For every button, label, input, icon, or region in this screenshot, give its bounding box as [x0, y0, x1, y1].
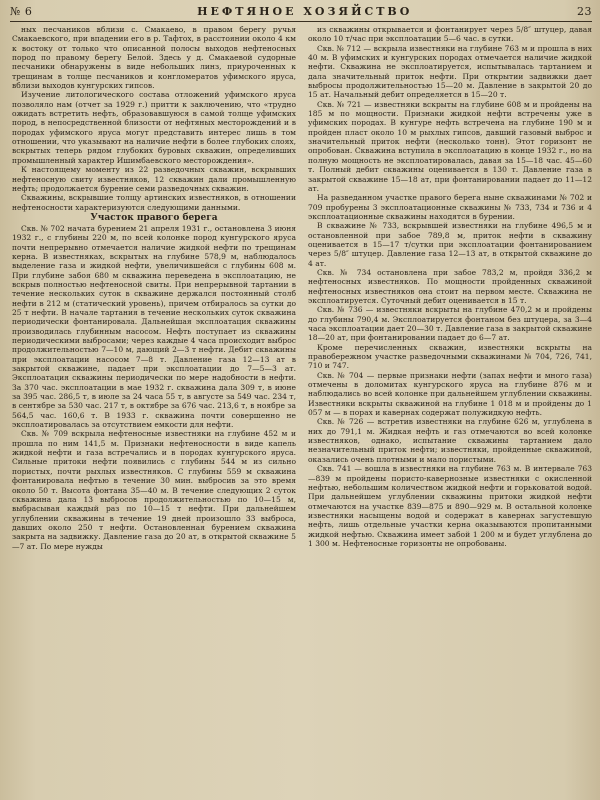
- right-column: [308, 25, 592, 796]
- paragraph: К настоящему моменту из 22 разведочных скважин, вскрывших нефтеносную свиту известняков, 12 скважин дали промышленную нефть; продолжается бурение семи разведочных скважин.: [12, 165, 296, 193]
- paragraph: Скв. № 704 — первые признаки нефти (запах нефти и много газа) отмечены в доломитах кунгурского яруса на глубине 876 м и наблюдались во всей колонке при дальнейшем углублении скважины. Известняки вскрыты скважиной на глубине 1 018 м и пройдены до 1 057 м — в порах и кавернах содержат полужидкую нефть.: [308, 370, 592, 418]
- section-heading: Участок правого берега: [90, 212, 218, 223]
- left-column: [12, 25, 296, 796]
- paragraph: Скв. № 726 — встретив известняки на глубине 626 м, углублена в них до 791,1 м. Жидкая нефть и газ отмечаются во всей колонке известняков, однако, испытание скважины тартанием дало незначительный приток нефти; известняки, пройденные скважиной, оказались очень плотными и мало пористыми.: [308, 417, 592, 464]
- paragraph: Скв. № 736 — известняки вскрыты на глубине 470,2 м и пройдены до глубины 790,4 м. Эксплоатируется фонтаном без штуцера, за 3—4 часа эксплоатации дает 20—30 т. Давление газа в закрытой скважине 18—20 ат, при фонтанировании падает до 6—7 ат.: [308, 305, 592, 343]
- paragraph: Кроме перечисленных скважин, известняки вскрыты на правобережном участке разведочными скважинами № 704, 726, 741, 710 и 747.: [308, 342, 592, 371]
- paragraph: На разведанном участке правого берега ныне скважинами № 702 и 709 пробурены 3 эксплоатационные скважины № 733, 734 и 736 и 4 эксплоатационные скважины находятся в бурении.: [308, 193, 592, 221]
- paragraph: Скв. № 702 начата бурением 21 апреля 1931 г., остановлена 3 июня 1932 г., с глубины 220 м, по всей колонке пород кунгурского яруса почти непрерывно отмечается наличие жидкой нефти по трещинам керна. В известняках, вскрытых на глубине 578,9 м, наблюдалось выделение газа и жидкой нефти, увеличившейся с глубины 608 м. При глубине забоя 680 м скважина переведена в эксплоатацию, не вскрыв полностью нефтеносной свиты. При непрерывной тартании в течение нескольких суток в скважине держался постоянный столб нефти в 212 м (статический уровень), причем отбиралось за сутки до 25 т нефти. В начале тартания в течение нескольких суток скважина периодически фонтанировала. Дальнейшая эксплоатация скважины производилась глубинным насосом. Нефть поступает из скважины периодическими выбросами; через каждые 4 часа происходит выброс продолжительностью 7—10 м, дающий 2—3 т нефти. Дебит скважины при эксплоатации насосом 7—8 т. Давление газа 12—13 ат в закрытой скважине, падает при эксплоатации до 7—5—3 ат. Эксплоатация скважины периодически по мере надобности в нефти. За 370 час. эксплоатации в мае 1932 г. скважина дала 309 т, в июне за 395 час. 286,5 т, в июле за 24 часа 55 т, в августе за 549 час. 234 т, в сентябре за 530 час. 217 т, в октябре за 676 час. 213,6 т, в ноябре за 564,5 час. 160,6 т. В 1933 г. скважина почти совершенно не эксплоатировалась за отсутствием емкости для нефти.: [12, 223, 296, 430]
- paragraph: В скважине № 733, вскрывшей известняки на глубине 496,5 м и остановленной при забое 789,8 м, приток нефти в скважину оценивается в 15—17 т/сутки при эксплоатации фонтанированием через 5/8″ штуцер. Давление газа 12—13 ат, в открытой скважине до 4 ат.: [308, 221, 592, 268]
- page-header: [10, 2, 592, 20]
- paragraph: Скв. 741 — вошла в известняки на глубине 763 м. В интервале 763—839 м пройдены пористо-кавернозные известняки с окисленной нефтью, небольшим количеством жидкой нефти и горьковатой водой. При дальнейшем углублении скважины притоки жидкой нефти отмечаются на участке 839—875 и 890—929 м. В остальной колонке известняки насыщены водой и содержат в кавернах загустевшую нефть, лишь отдельные участки керна оказываются пропитанными жидкой нефтью. Скважина имеет забой 1 200 м и будет углублена до 1 300 м. Нефтеносные горизонты не опробованы.: [308, 464, 592, 548]
- paragraph: Скв. № 709 вскрыла нефтеносные известняки на глубине 452 м и прошла по ним 141,5 м. Признаки нефтеносности в виде капель жидкой нефти и газа встречались и в породах кунгурского яруса. Сильные притоки нефти появились с глубины 544 м из сильно пористых, почти рыхлых известняков. С глубины 559 м скважина фонтанировала нефтью в течение 30 мин. выбросив за это время около 50 т. Высота фонтана 35—40 м. В течение следующих 2 суток скважина дала 13 выбросов продолжительностью по 10—15 м, выбрасывая каждый раз по 10—15 т нефти. При дальнейшем углублении скважины в течение 19 дней произошло 33 выброса, давших около 250 т нефти. Остановленная бурением скважина закрыта на задвижку. Давление газа до 20 ат, в открытой скважине 5—7 ат. По мере нужды: [12, 429, 296, 551]
- journal-title: НЕФТЯНОЕ ХОЗЯЙСТВО: [197, 4, 413, 18]
- paragraph: Скв. № 712 — вскрыла известняки на глубине 763 м и прошла в них 40 м. В уфимских и кунгурских породах отмечается наличие жидкой нефти. Скважина не эксплоатируется, испытывалась тартанием и дала значительный приток нефти. При открытии задвижки дает выбросы продолжительностью 15—20 м. Давление в закрытой 20 до 15 ат. Начальный дебит определяется в 15—20 т.: [308, 43, 592, 100]
- header-rule: [10, 21, 592, 22]
- issue-number: № 6: [10, 4, 33, 18]
- text-columns: [12, 25, 592, 796]
- page-number: 23: [576, 4, 592, 18]
- paragraph: из скважины открывается и фонтанирует через 5/8″ штуцер, давая около 10 т/час при эксплоатации 5—6 час. в сутки.: [308, 25, 592, 44]
- paragraph: Скв. № 721 — известняки вскрыты на глубине 608 м и пройдены на 185 м по мощности. Признаки жидкой нефти встречены уже в уфимских породах. В кунгуре нефть встречена на глубине 190 м и пройден пласт около 10 м рыхлых гипсов, давший газовый выброс и значительный приток нефти (несколько тонн). Этот горизонт не опробован. Скважина вступила в эксплоатацию в конце 1932 г., но на полную мощность не эксплоатировалась, давая за 15—18 час. 45—60 т. Полный дебит скважины оценивается в 130 т. Давление газа в закрытой скважине 15—18 ат, при фонтанировании падает до 11—12 ат.: [308, 99, 592, 193]
- paragraph: ных песчаников вблизи с. Смакаево, в правом берегу ручья Смакаевского, при впадении его в р. Тафтох, в расстоянии около 4 км к востоку от только что описанной полосы выходов нефтеносных пород по правому берегу Белой. Здесь у д. Смакаевой судорные песчаники обнаружены в виде небольших линз, приуроченных к трещинам в толще песчаников и конгломератов уфимского яруса, вблизи выходов кунгурских гипсов.: [12, 25, 296, 91]
- paragraph: Изучение литологического состава отложений уфимского яруса позволяло нам (отчет за 1929 г.) притти к заключению, что «трудно ожидать встретить нефть, образовавшуюся в самой толще уфимских пород, в непосредственной близости от нефтяных месторождений и в породах уфимского яруса могут представить интерес лишь в том отношении, что указывают на наличие нефти в более глубоких слоях, вскрытых теперь рядом глубоких буровых скважин, определивших промышленный характер Ишимбаевского месторождения».: [12, 90, 296, 165]
- paragraph: Скважины, вскрывшие толщу артинских известняков, в отношении нефтеносности характеризуются следующими данными.: [12, 193, 296, 212]
- paragraph: Скв. № 734 остановлена при забое 783,2 м, пройдя 336,2 м нефтеносных известняков. По мощности пройденных скважиной нефтеносных известняков она стоит на первом месте. Скважина не эксплоатируется. Суточный дебит оценивается в 15 т.: [308, 267, 592, 305]
